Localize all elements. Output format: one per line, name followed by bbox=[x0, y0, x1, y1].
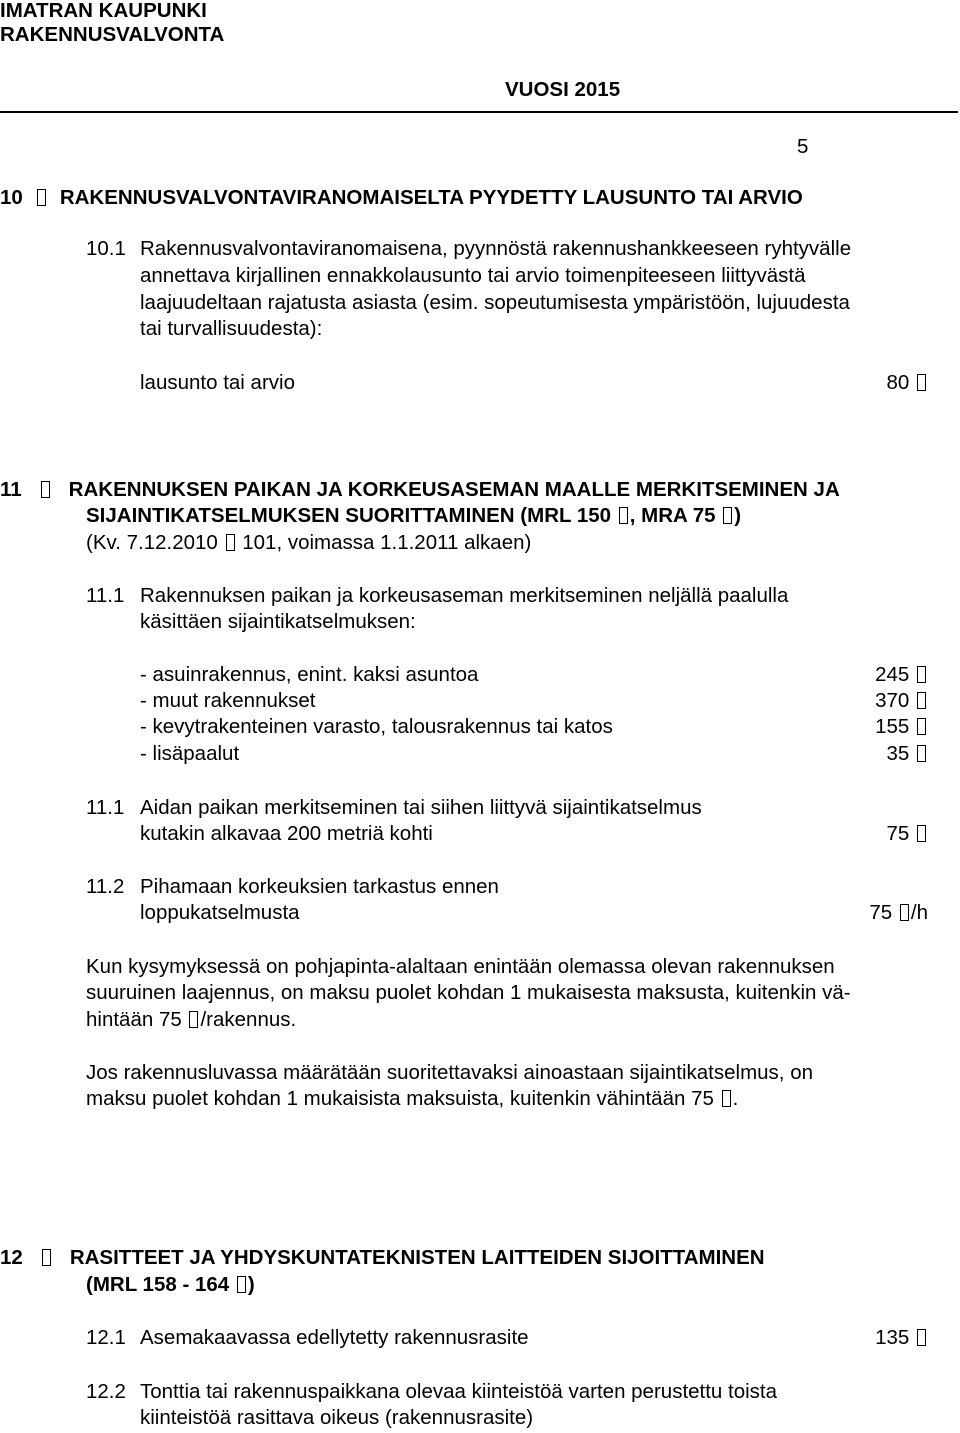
fee-amount: 155 bbox=[875, 714, 928, 740]
item-11-1b-text-1: Aidan paikan merkitseminen tai siihen liittyvä sijaintikatselmus bbox=[140, 796, 702, 819]
fee-amount: 80 bbox=[886, 370, 928, 396]
item-11-1-number: 11.1 bbox=[86, 584, 125, 607]
list-item: - kevytrakenteinen varasto, talousrakennus tai katos bbox=[140, 715, 613, 738]
section-title: RAKENNUKSEN PAIKAN JA KORKEUSASEMAN MAALLE MERKITSEMINEN JA bbox=[68, 478, 840, 501]
euro-icon bbox=[917, 692, 926, 709]
item-10-1-text-4: tai turvallisuudesta): bbox=[140, 317, 323, 340]
list-item: - lisäpaalut bbox=[140, 742, 240, 765]
paragraph-1-line-1: Kun kysymyksessä on pohjapinta-alaltaan enintään olemassa olevan rakennuksen bbox=[86, 955, 835, 978]
item-12-2-number: 12.2 bbox=[86, 1380, 126, 1403]
item-11-1b-number: 11.1 bbox=[86, 796, 125, 819]
page-number: 5 bbox=[797, 135, 809, 158]
section-11-heading-line-2: SIJAINTIKATSELMUKSEN SUORITTAMINEN (MRL 150 , MRA 75 ) bbox=[86, 504, 742, 527]
paragraph-1-line-3: hintään 75 /rakennus. bbox=[86, 1008, 297, 1031]
item-12-2-text-1: Tonttia tai rakennuspaikkana olevaa kiinteistöä varten perustettu toista bbox=[140, 1380, 778, 1403]
fee-amount: 75 /h bbox=[869, 901, 928, 924]
list-item: - asuinrakennus, enint. kaksi asuntoa bbox=[140, 663, 479, 686]
item-10-1-number: 10.1 bbox=[86, 237, 126, 260]
euro-icon bbox=[900, 904, 909, 921]
item-11-2-text-1: Pihamaan korkeuksien tarkastus ennen bbox=[140, 875, 499, 898]
header-rule bbox=[0, 111, 958, 113]
item-11-1-text-2: käsittäen sijaintikatselmuksen: bbox=[140, 610, 416, 633]
euro-icon bbox=[917, 745, 926, 762]
euro-icon bbox=[917, 666, 926, 683]
item-12-1-text: Asemakaavassa edellytetty rakennusrasite bbox=[140, 1326, 529, 1349]
fee-amount: 75 bbox=[886, 821, 928, 847]
item-11-2-number: 11.2 bbox=[86, 875, 125, 898]
section-title: RASITTEET JA YHDYSKUNTATEKNISTEN LAITTEIDEN SIJOITTAMINEN bbox=[69, 1246, 765, 1269]
section-12-heading bbox=[0, 1245, 765, 1271]
section-sign-icon bbox=[237, 1276, 246, 1293]
item-11-1-text-1: Rakennuksen paikan ja korkeusaseman merkitseminen neljällä paalulla bbox=[140, 584, 789, 607]
item-12-1-number: 12.1 bbox=[86, 1326, 126, 1349]
item-11-1b-text-2: kutakin alkavaa 200 metriä kohti bbox=[140, 822, 433, 845]
section-sign-icon bbox=[42, 1249, 51, 1266]
section-sign-icon bbox=[619, 507, 628, 524]
list-item: - muut rakennukset bbox=[140, 689, 316, 712]
org-name: IMATRAN KAUPUNKI bbox=[0, 0, 207, 22]
euro-icon bbox=[917, 825, 926, 842]
fee-amount: 35 bbox=[886, 741, 928, 767]
item-10-1-text-2: annettava kirjallinen ennakkolausunto tai arvio toimenpiteeseen liittyvästä bbox=[140, 264, 806, 287]
fee-label: lausunto tai arvio bbox=[140, 371, 295, 394]
item-10-1-text-3: laajuudeltaan rajatusta asiasta (esim. sopeutumisesta ympäristöön, lujuudesta bbox=[140, 291, 850, 314]
fee-amount: 370 bbox=[875, 688, 928, 714]
section-sign-icon bbox=[723, 507, 732, 524]
euro-icon bbox=[189, 1011, 198, 1028]
euro-icon bbox=[917, 718, 926, 735]
paragraph-2-line-2: maksu puolet kohdan 1 mukaisista maksuista, kuitenkin vähintään 75 . bbox=[86, 1087, 739, 1110]
year-label: VUOSI 2015 bbox=[505, 78, 621, 101]
fee-amount: 135 bbox=[875, 1325, 928, 1351]
paragraph-2-line-1: Jos rakennusluvassa määrätään suoritettavaksi ainoastaan sijaintikatselmus, on bbox=[86, 1061, 813, 1084]
section-11-heading bbox=[0, 477, 840, 503]
section-number: 10 bbox=[0, 186, 23, 209]
item-11-2-text-2: loppukatselmusta bbox=[140, 901, 300, 924]
section-title: RAKENNUSVALVONTAVIRANOMAISELTA PYYDETTY LAUSUNTO TAI ARVIO bbox=[59, 186, 803, 209]
paragraph-1-line-2: suuruinen laajennus, on maksu puolet kohdan 1 mukaisesta maksusta, kuitenkin vä- bbox=[86, 981, 851, 1004]
item-10-1-text-1: Rakennusvalvontaviranomaisena, pyynnöstä rakennushankkeeseen ryhtyvälle bbox=[140, 237, 852, 260]
section-sign-icon bbox=[37, 189, 46, 206]
item-12-2-text-2: kiinteistöä rasittava oikeus (rakennusrasite) bbox=[140, 1406, 534, 1429]
section-10-heading bbox=[0, 185, 803, 211]
section-sign-icon bbox=[226, 534, 235, 551]
euro-icon bbox=[722, 1090, 731, 1107]
section-sign-icon bbox=[41, 481, 50, 498]
section-number: 12 bbox=[0, 1246, 23, 1269]
department-name: RAKENNUSVALVONTA bbox=[0, 23, 225, 46]
euro-icon bbox=[917, 1329, 926, 1346]
section-12-heading-line-2: (MRL 158 - 164 ) bbox=[86, 1273, 255, 1296]
section-number: 11 bbox=[0, 478, 22, 501]
section-11-note: (Kv. 7.12.2010 101, voimassa 1.1.2011 alkaen) bbox=[86, 531, 532, 554]
fee-amount: 245 bbox=[875, 662, 928, 688]
euro-icon bbox=[917, 374, 926, 391]
